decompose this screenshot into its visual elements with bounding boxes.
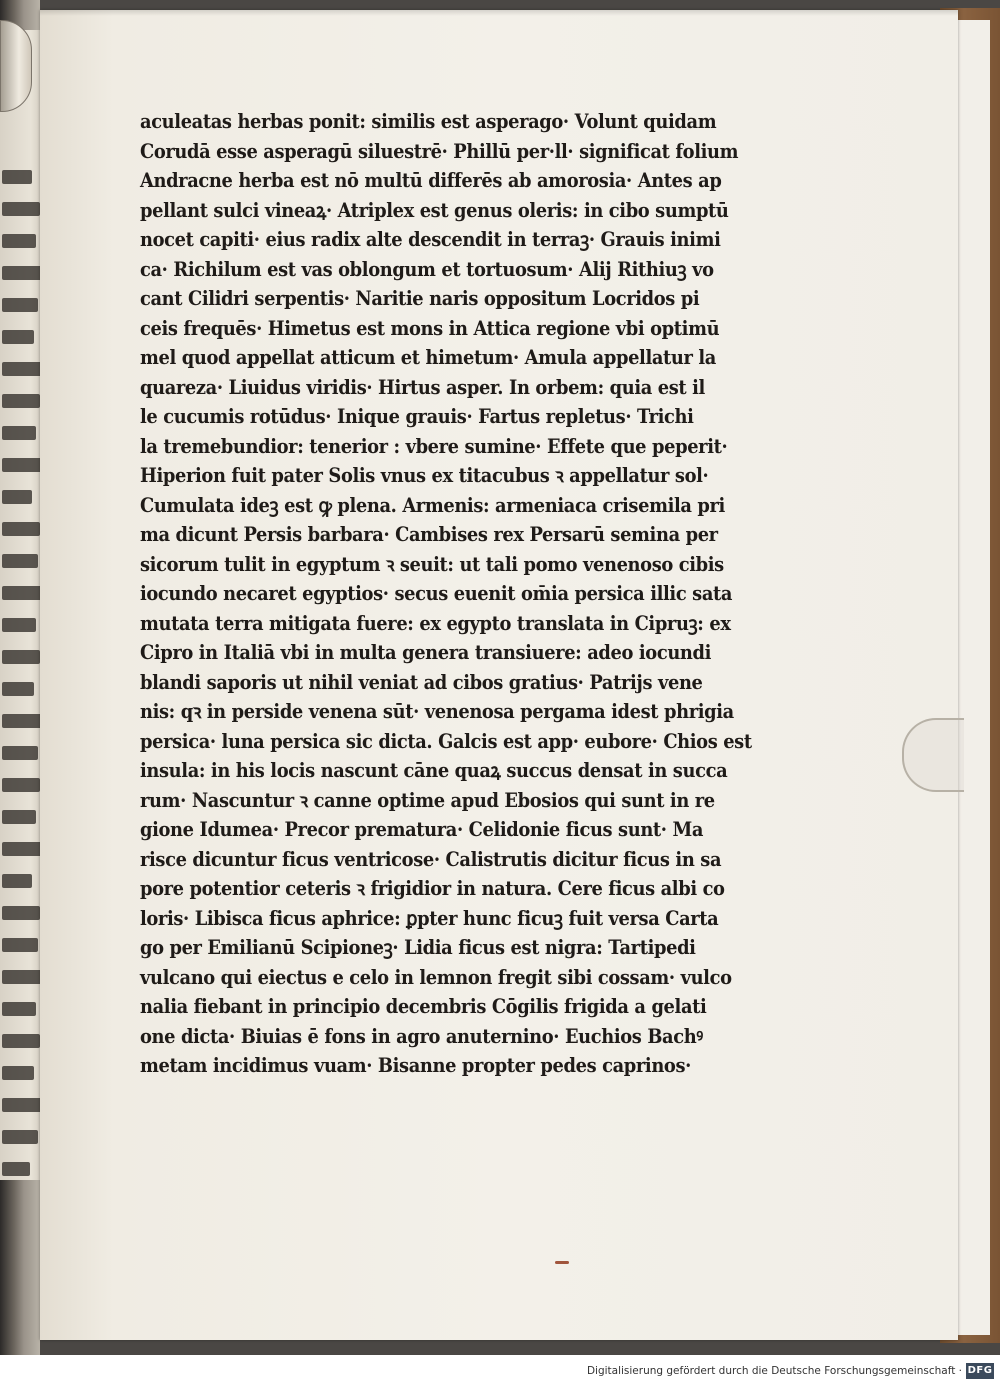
attribution-text: Digitalisierung gefördert durch die Deutsche Forschungsgemeinschaft · bbox=[586, 1365, 962, 1377]
text-line: ceis frequēs· Himetus est mons in Attica regione vbi optimū bbox=[140, 316, 720, 340]
text-line: nocet capiti· eius radix alte descendit in terraꝫ· Grauis inimi bbox=[140, 228, 721, 251]
text-line: one dicta· Biuias ē fons in agro anuternino· Euchios Bachꝰ bbox=[140, 1024, 703, 1048]
text-line: pore potentior ceteris ꝛ frigidior in natura. Cere ficus albi co bbox=[140, 877, 725, 900]
text-line: le cucumis rotūdus· Inique grauis· Fartus repletus· Trichi bbox=[140, 405, 694, 428]
page-text bbox=[140, 107, 760, 1081]
dfg-logo-icon: DFG bbox=[966, 1363, 994, 1379]
text-line: loris· Libisca ficus aphrice: ꝑpter hunc ficuꝫ fuit versa Carta bbox=[140, 906, 719, 930]
text-line: Hiperion fuit pater Solis vnus ex titacubus ꝛ appellatur sol· bbox=[140, 464, 709, 487]
text-line: aculeatas herbas ponit: similis est asperago· Volunt quidam bbox=[140, 110, 717, 133]
text-line: metam incidimus vuam· Bisanne propter pedes caprinos· bbox=[140, 1054, 691, 1077]
text-line: nalia fiebant in principio decembris Cōgilis frigida a gelati bbox=[140, 995, 707, 1018]
text-line: sicorum tulit in egyptum ꝛ seuit: ut tali pomo venenoso cibis bbox=[140, 552, 724, 576]
text-line: nis: qꝛ in perside venena sūt· venenosa pergama idest phrigia bbox=[140, 700, 734, 723]
text-line: ca· Richilum est vas oblongum et tortuosum· Alij Rithiuꝫ vo bbox=[140, 257, 714, 281]
text-line: gione Idumea· Precor prematura· Celidonie ficus sunt· Ma bbox=[140, 818, 704, 841]
text-line: quareza· Liuidus viridis· Hirtus asper. In orbem: quia est il bbox=[140, 375, 705, 399]
text-line: Cumulata ideꝫ est ꝙ plena. Armenis: armeniaca crisemila pri bbox=[140, 493, 725, 517]
text-line: iocundo necaret egyptios· secus euenit om̄ia persica illic sata bbox=[140, 582, 733, 605]
text-line: insula: in his locis nascunt cāne quaꝝ succus densat in succa bbox=[140, 759, 728, 782]
text-line: ma dicunt Persis barbara· Cambises rex Persarū semina per bbox=[140, 523, 718, 546]
text-line: cant Cilidri serpentis· Naritie naris oppositum Locridos pi bbox=[140, 287, 700, 310]
text-line: Corudā esse asperagū siluestrē· Phillū per·ll· significat folium bbox=[140, 139, 739, 163]
text-line: la tremebundior: tenerior : vbere sumine· Effete que peperit· bbox=[140, 434, 728, 458]
text-line: go per Emilianū Scipioneꝫ· Lidia ficus est nigra: Tartipedi bbox=[140, 936, 696, 959]
text-line: Andracne herba est nō multū differēs ab amorosia· Antes ap bbox=[140, 169, 722, 192]
book-page bbox=[40, 10, 958, 1340]
text-line: persica· luna persica sic dicta. Galcis est app· eubore· Chios est bbox=[140, 729, 752, 753]
attribution-bar bbox=[0, 1355, 1000, 1389]
text-line: blandi saporis ut nihil veniat ad cibos gratius· Patrijs vene bbox=[140, 670, 703, 694]
text-line: Cipro in Italiā vbi in multa genera transiuere: adeo iocundi bbox=[140, 641, 712, 664]
text-line: mel quod appellat atticum et himetum· Amula appellatur la bbox=[140, 346, 717, 369]
text-line: pellant sulci vineaꝝ· Atriplex est genus oleris: in cibo sumptū bbox=[140, 198, 729, 222]
page-curl bbox=[0, 20, 32, 112]
text-line: vulcano qui eiectus e celo in lemnon fregit sibi cossam· vulco bbox=[140, 965, 732, 989]
text-line: mutata terra mitigata fuere: ex egypto translata in Cipruꝫ: ex bbox=[140, 611, 731, 635]
text-line: rum· Nascuntur ꝛ canne optime apud Ebosios qui sunt in re bbox=[140, 788, 715, 812]
ink-mark bbox=[555, 1261, 569, 1264]
previous-page-edge bbox=[0, 30, 45, 1180]
scan-clamp bbox=[902, 718, 964, 792]
text-line: risce dicuntur ficus ventricose· Calistrutis dicitur ficus in sa bbox=[140, 847, 722, 871]
